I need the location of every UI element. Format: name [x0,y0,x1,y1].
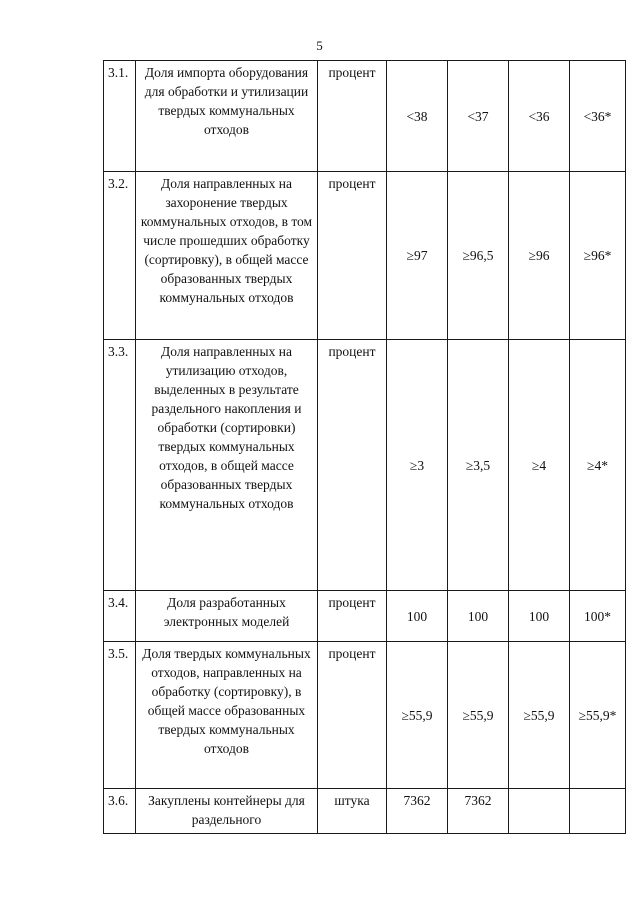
row-number: 3.5. [104,642,136,789]
indicator-name: Закуплены контейнеры для раздельного [136,789,318,834]
value-cell: <37 [448,61,509,172]
table-row [104,591,626,642]
value-cell: ≥55,9 [448,642,509,789]
value-cell: ≥55,9 [387,642,448,789]
page-number: 5 [316,38,323,53]
indicator-name: Доля направленных на захоронение твердых коммунальных отходов, в том числе прошедших обработку (сортировку), в общей массе образованных твердых коммунальных отходов [136,172,318,340]
unit-cell: штука [318,789,387,834]
table-row [104,340,626,591]
value-cell: ≥3 [387,340,448,591]
value-cell: 100 [509,591,570,642]
indicators-table [103,60,626,834]
table-row [104,61,626,172]
value-cell: <36* [570,61,626,172]
unit-cell: процент [318,340,387,591]
value-cell: <36 [509,61,570,172]
indicator-name: Доля направленных на утилизацию отходов, выделенных в результате раздельного накопления и обработки (сортировки) твердых коммунальных отходов, в общей массе образованных твердых коммунальных отходов [136,340,318,591]
value-cell: ≥96,5 [448,172,509,340]
table-row [104,172,626,340]
value-cell: ≥96 [509,172,570,340]
unit-cell: процент [318,172,387,340]
value-cell: ≥55,9 [509,642,570,789]
row-number: 3.3. [104,340,136,591]
value-cell [570,789,626,834]
value-cell: <38 [387,61,448,172]
table-row [104,789,626,834]
indicator-name: Доля твердых коммунальных отходов, направленных на обработку (сортировку), в общей массе образованных твердых коммунальных отходов [136,642,318,789]
row-number: 3.2. [104,172,136,340]
indicator-name: Доля разработанных электронных моделей [136,591,318,642]
value-cell: ≥55,9* [570,642,626,789]
value-cell: 100 [448,591,509,642]
unit-cell: процент [318,61,387,172]
row-number: 3.6. [104,789,136,834]
value-cell: ≥4 [509,340,570,591]
row-number: 3.4. [104,591,136,642]
value-cell: ≥96* [570,172,626,340]
unit-cell: процент [318,591,387,642]
unit-cell: процент [318,642,387,789]
value-cell: 100 [387,591,448,642]
value-cell: 7362 [387,789,448,834]
value-cell [509,789,570,834]
value-cell: 100* [570,591,626,642]
value-cell: ≥97 [387,172,448,340]
row-number: 3.1. [104,61,136,172]
value-cell: ≥4* [570,340,626,591]
value-cell: 7362 [448,789,509,834]
table-row [104,642,626,789]
indicator-name: Доля импорта оборудования для обработки и утилизации твердых коммунальных отходов [136,61,318,172]
value-cell: ≥3,5 [448,340,509,591]
